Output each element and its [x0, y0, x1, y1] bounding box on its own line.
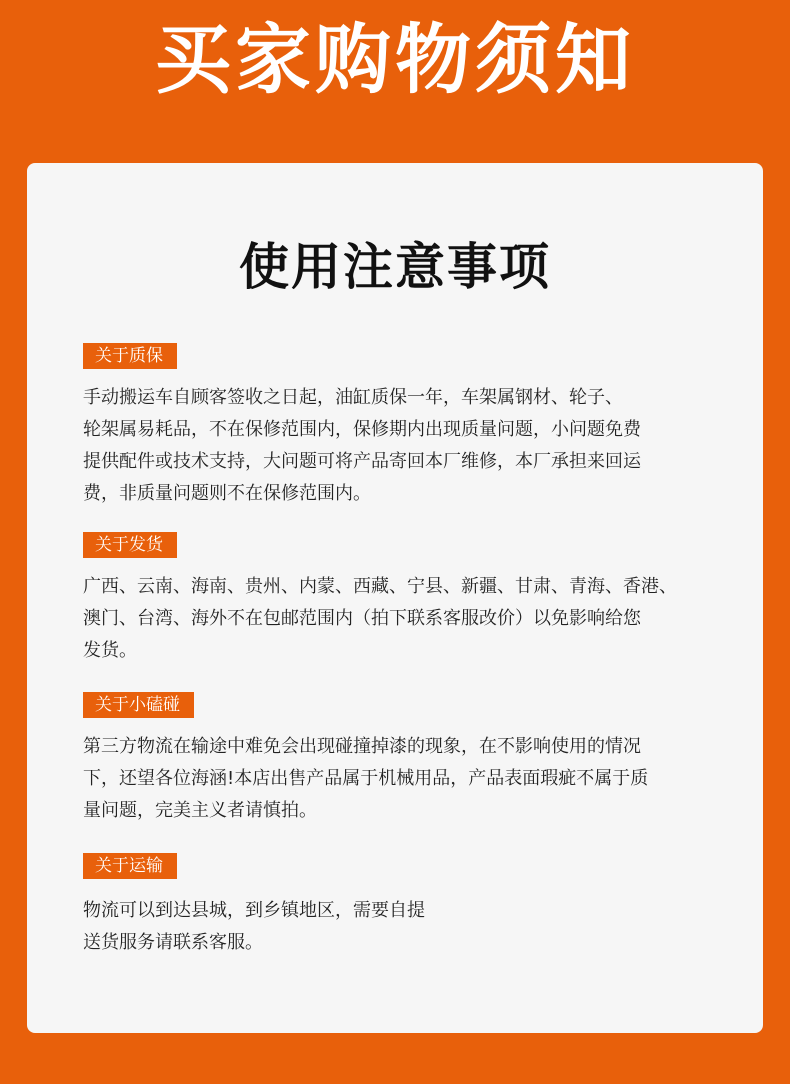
section-tag-shipping: 关于发货: [83, 532, 177, 558]
card-title: 使用注意事项: [239, 238, 551, 296]
section-body-minor-damage: 第三方物流在输途中难免会出现碰撞掉漆的现象，在不影响使用的情况 下，还望各位海涵!本店出售产品属于机械用品，产品表面瑕疵不属于质 量问题，完美主义者请慎拍。: [83, 736, 649, 821]
section-warranty: [83, 343, 713, 510]
section-shipping: [83, 532, 713, 667]
notice-card: [27, 163, 763, 1033]
banner-title: 买家购物须知: [155, 15, 635, 104]
section-body-shipping: 广西、云南、海南、贵州、内蒙、西藏、宁县、新疆、甘肃、青海、香港、 澳门、台湾、海外不在包邮范围内（拍下联系客服改价）以免影响给您 发货。: [83, 576, 677, 661]
section-tag-warranty: 关于质保: [83, 343, 177, 369]
section-body-warranty: 手动搬运车自顾客签收之日起，油缸质保一年，车架属钢材、轮子、 轮架属易耗品，不在保修范围内，保修期内出现质量问题，小问题免费 提供配件或技术支持，大问题可将产品寄回本厂维修，本厂承担来回运 费，非质量问题则不在保修范围内。: [83, 387, 641, 504]
section-tag-transport: 关于运输: [83, 853, 177, 879]
section-body-transport: 物流可以到达县城，到乡镇地区，需要自提 送货服务请联系客服。: [83, 900, 425, 953]
section-tag-minor-damage: 关于小磕碰: [83, 692, 194, 718]
section-minor-damage: [83, 692, 713, 827]
section-transport: [83, 853, 713, 959]
